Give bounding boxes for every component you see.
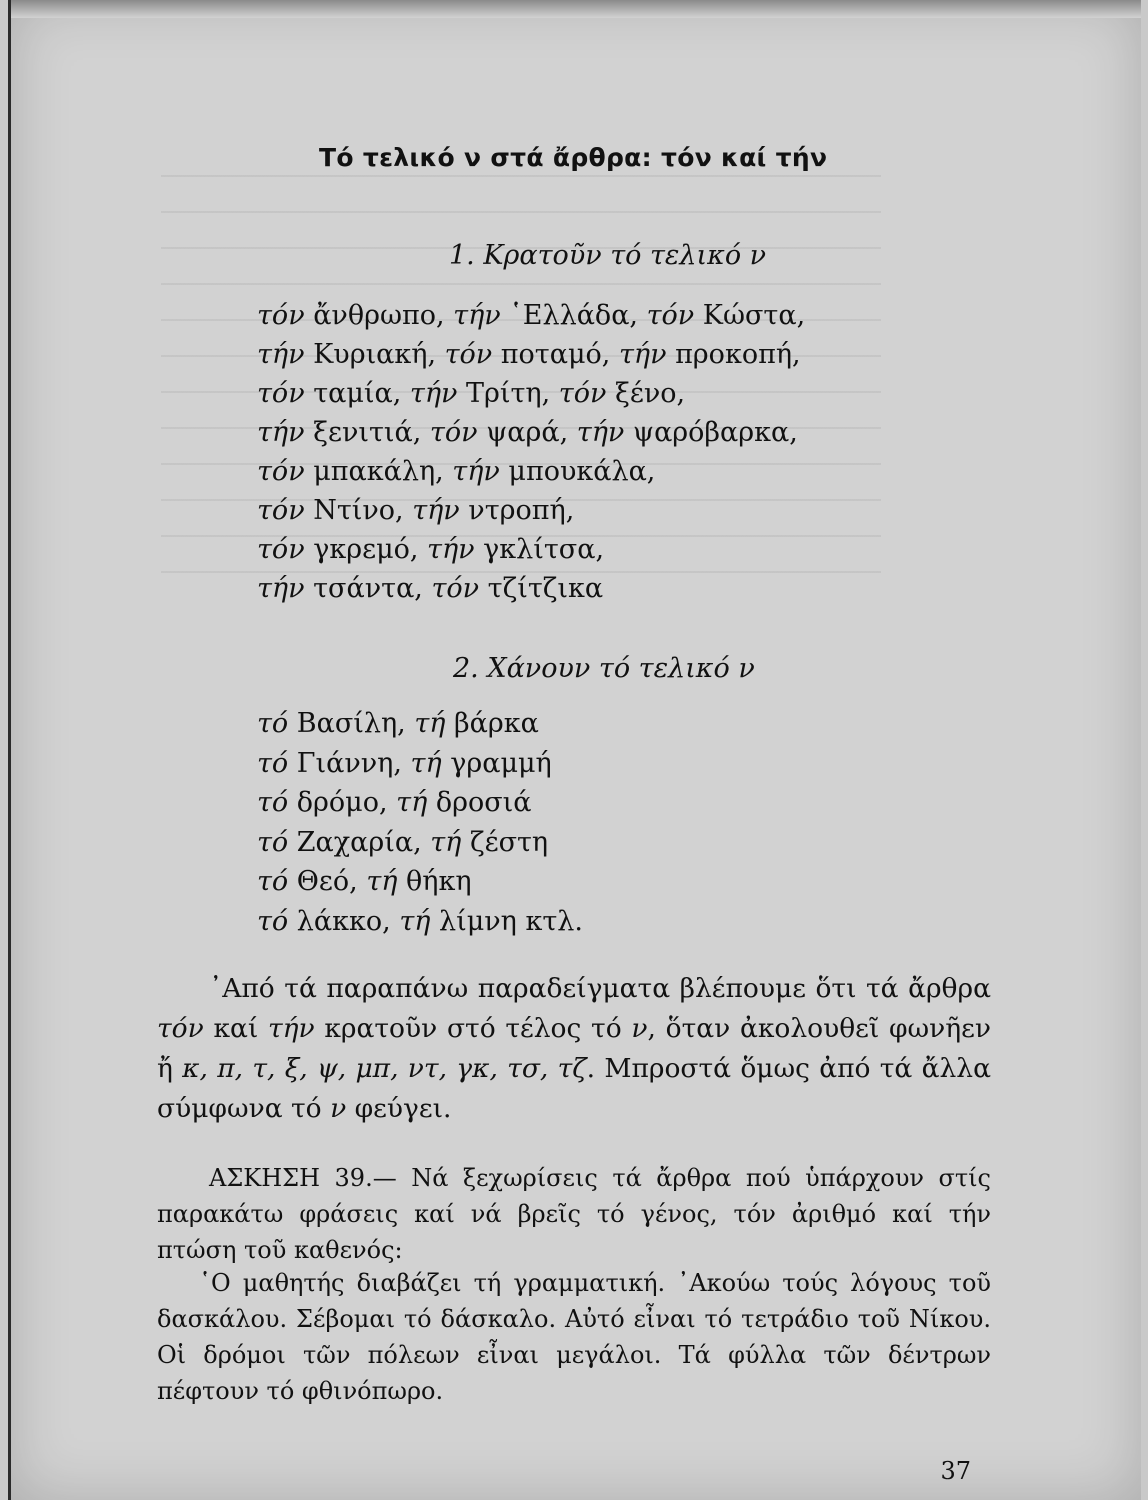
noun-word: ντροπή, bbox=[459, 495, 575, 526]
article-word: τό bbox=[257, 787, 289, 818]
paragraph-text: κρατοῦν στό τέλος τό bbox=[314, 1013, 632, 1044]
article-word: τή bbox=[396, 787, 428, 818]
noun-word: λίμνη κτλ. bbox=[430, 905, 583, 937]
article-word: τήν bbox=[453, 300, 501, 331]
example-line bbox=[257, 335, 805, 374]
noun-word: Κώστα, bbox=[694, 300, 806, 331]
noun-word: Θεό, bbox=[288, 866, 367, 897]
article-word: τή bbox=[410, 747, 442, 779]
article-word: τόν bbox=[257, 534, 305, 565]
noun-word: Ντίνο, bbox=[304, 495, 413, 526]
noun-word: Ζαχαρία, bbox=[288, 826, 431, 858]
article-word: τό bbox=[257, 826, 289, 858]
article-word: τόν bbox=[257, 300, 305, 331]
article-word: τόν bbox=[431, 573, 480, 604]
example-line bbox=[257, 413, 805, 452]
article-word: τήν bbox=[452, 456, 500, 487]
article-word: τήν bbox=[427, 534, 475, 565]
example-line bbox=[257, 783, 583, 823]
noun-word: γραμμή bbox=[441, 747, 552, 779]
article-word: τήν bbox=[257, 573, 305, 604]
article-word: τόν bbox=[257, 456, 305, 487]
noun-word: Γιάννη, bbox=[288, 747, 411, 779]
paragraph-text: . Μπροστά ὅμως ἀπό τά ἄλλα σύμφωνα τό bbox=[157, 1053, 991, 1124]
article-word: τήν bbox=[409, 378, 458, 409]
article-word: τόν bbox=[429, 417, 478, 448]
page-number: 37 bbox=[940, 1457, 971, 1485]
noun-word: ποταμό, bbox=[492, 339, 619, 370]
noun-word: γκλίτσα, bbox=[474, 534, 605, 565]
noun-word: Βασίλη, bbox=[288, 708, 415, 739]
article-word: τόν bbox=[558, 378, 607, 409]
example-line bbox=[257, 374, 805, 413]
noun-word: ξένο, bbox=[606, 378, 686, 409]
noun-word: προκοπή, bbox=[666, 339, 801, 370]
noun-word: μπουκάλα, bbox=[499, 456, 656, 487]
noun-word: ψαρόβαρκα, bbox=[624, 417, 798, 448]
noun-word: ζέστη bbox=[461, 826, 549, 858]
italic-term: ν bbox=[330, 1093, 347, 1124]
example-line bbox=[257, 452, 805, 491]
article-word: τό bbox=[257, 708, 289, 739]
exercise-sentences: ῾Ο μαθητής διαβάζει τή γραμματική. ᾿Ακούω τούς λόγους τοῦ δασκάλου. Σέβομαι τό δάσκαλο. Αὐτό εἶναι τό τετράδιο τοῦ Νίκου. Οἱ δρόμοι τῶν πόλεων εἶναι μεγάλοι. Τά φύλλα τῶν δέντρων πέφτουν τό φθινόπωρο. bbox=[157, 1269, 991, 1405]
example-line bbox=[257, 744, 583, 784]
article-word: τή bbox=[414, 708, 446, 739]
noun-word: γκρεμό, bbox=[304, 534, 428, 565]
article-word: τήν bbox=[257, 417, 305, 448]
section2-list bbox=[257, 704, 583, 941]
article-word: τήν bbox=[257, 339, 305, 370]
article-word: τό bbox=[257, 905, 289, 937]
noun-word: ταμία, bbox=[304, 378, 410, 409]
example-line bbox=[257, 862, 583, 902]
noun-word: λάκκο, bbox=[288, 905, 400, 937]
italic-term: κ, π, τ, ξ, ψ, μπ, ντ, γκ, τσ, τζ bbox=[182, 1053, 587, 1084]
italic-term: τόν bbox=[157, 1013, 204, 1044]
article-word: τόν bbox=[257, 495, 305, 526]
section2-heading: 2. Χάνουν τό τελικό ν bbox=[453, 653, 755, 684]
noun-word: βάρκα bbox=[445, 708, 539, 739]
noun-word: Κυριακή, bbox=[304, 339, 445, 370]
example-line bbox=[257, 296, 805, 335]
noun-word: ῾Ελλάδα, bbox=[500, 300, 647, 331]
article-word: τήν bbox=[576, 417, 625, 448]
noun-word: τσάντα, bbox=[304, 573, 432, 604]
example-line bbox=[257, 902, 583, 942]
section1-heading: 1. Κρατοῦν τό τελικό ν bbox=[449, 240, 767, 271]
paragraph-text: , ὅταν ἀκολουθεῖ φωνῆεν ἤ bbox=[157, 1013, 991, 1084]
exercise-text: ΑΣΚΗΣΗ 39.— Νά ξεχωρίσεις τά ἄρθρα πού ὑπάρχουν στίς παρακάτω φράσεις καί νά βρεῖς τό γένος, τόν ἀριθμό καί τήν πτώση τοῦ καθενός: bbox=[157, 1164, 991, 1264]
noun-word: ψαρά, bbox=[477, 417, 577, 448]
explanation-paragraph bbox=[157, 969, 991, 1129]
noun-word: Τρίτη, bbox=[457, 378, 559, 409]
example-line bbox=[257, 823, 583, 863]
exercise-instruction bbox=[157, 1160, 991, 1268]
noun-word: μπακάλη, bbox=[304, 456, 453, 487]
italic-term: ν bbox=[631, 1013, 648, 1044]
page-title: Τό τελικό ν στά ἄρθρα: τόν καί τήν bbox=[319, 143, 828, 172]
article-word: τό bbox=[257, 866, 289, 897]
paragraph-text: φεύγει. bbox=[346, 1093, 452, 1124]
article-word: τή bbox=[399, 905, 431, 937]
example-line bbox=[257, 569, 805, 608]
page-top-edge bbox=[11, 0, 1141, 18]
example-line bbox=[257, 530, 805, 569]
article-word: τήν bbox=[618, 339, 667, 370]
article-word: τόν bbox=[444, 339, 493, 370]
noun-word: δρόμο, bbox=[288, 787, 397, 818]
paragraph-text: ᾿Από τά παραπάνω παραδείγματα βλέπουμε ὅτι τά ἄρθρα bbox=[209, 973, 991, 1004]
article-word: τό bbox=[257, 747, 289, 779]
example-line bbox=[257, 491, 805, 530]
italic-term: τήν bbox=[268, 1013, 315, 1044]
article-word: τή bbox=[430, 826, 462, 858]
article-word: τή bbox=[366, 866, 398, 897]
noun-word: δροσιά bbox=[427, 787, 532, 818]
article-word: τόν bbox=[646, 300, 695, 331]
noun-word: ἄνθρωπο, bbox=[304, 300, 454, 331]
section1-list bbox=[257, 296, 805, 608]
noun-word: θήκη bbox=[397, 866, 472, 897]
book-page bbox=[8, 0, 1141, 1500]
noun-word: τζίτζικα bbox=[479, 573, 604, 604]
article-word: τήν bbox=[412, 495, 460, 526]
paragraph-text: καί bbox=[203, 1013, 268, 1044]
noun-word: ξενιτιά, bbox=[304, 417, 430, 448]
example-line bbox=[257, 704, 583, 744]
article-word: τόν bbox=[257, 378, 305, 409]
